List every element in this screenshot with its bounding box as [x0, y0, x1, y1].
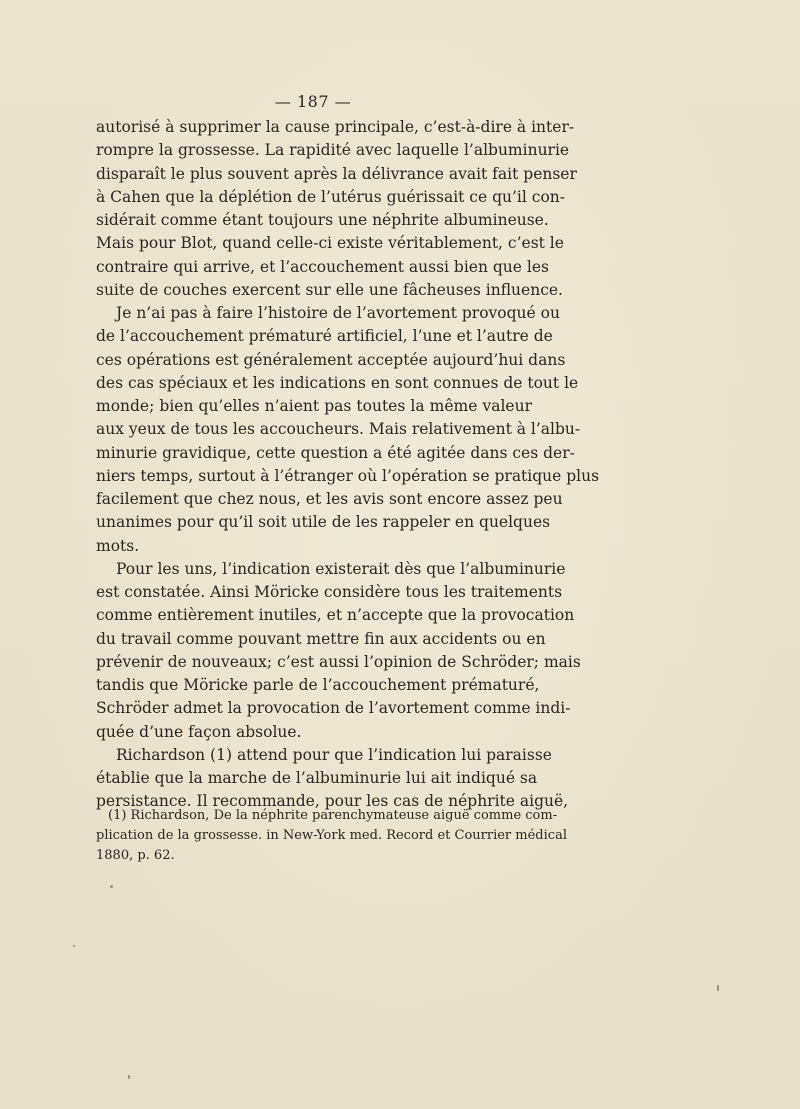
- text-line: établie que la marche de l’albuminurie lui ait indiqué sa: [96, 769, 538, 787]
- paper-speck: [128, 1075, 130, 1079]
- text-line: unanimes pour qu’il soit utile de les rappeler en quelques: [96, 513, 551, 532]
- text-line: sidérait comme étant toujours une néphrite albumineuse.: [96, 211, 549, 229]
- text-line: de l’accouchement prématuré artificiel, l’une et l’autre de: [96, 327, 553, 346]
- text-line: quée d’une façon absolue.: [96, 722, 302, 741]
- text-line: est constatée. Ainsi Möricke considère tous les traitements: [96, 583, 563, 601]
- text-line: Mais pour Blot, quand celle-ci existe véritablement, c’est le: [96, 234, 564, 253]
- footnote: [96, 806, 567, 866]
- text-line: minurie gravidique, cette question a été agitée dans ces der-: [96, 443, 575, 462]
- text-line: niers temps, surtout à l’étranger où l’opération se pratique plus: [96, 466, 600, 485]
- text-line: disparaît le plus souvent après la délivrance avait fait penser: [96, 164, 577, 183]
- text-line: Richardson (1) attend pour que l’indication lui paraisse: [116, 745, 552, 764]
- text-line: mots.: [96, 536, 140, 555]
- text-line: contraire qui arrive, et l’accouchement aussi bien que les: [96, 257, 549, 276]
- page-number: — 187 —: [274, 92, 352, 111]
- text-line: tandis que Möricke parle de l’accouchement prématuré,: [96, 676, 540, 694]
- text-line: persistance. Il recommande, pour les cas de néphrite aiguë,: [96, 792, 569, 811]
- text-line: rompre la grossesse. La rapidité avec laquelle l’albuminurie: [96, 141, 570, 160]
- text-line: suite de couches exercent sur elle une fâcheuses influence.: [96, 280, 563, 299]
- paper-speck: [717, 985, 719, 991]
- text-line: Je n’ai pas à faire l’histoire de l’avortement provoqué ou: [116, 304, 560, 322]
- paper-speck: [110, 885, 113, 888]
- text-line: monde; bien qu’elles n’aient pas toutes la même valeur: [96, 397, 532, 415]
- text-line: facilement que chez nous, et les avis sont encore assez peu: [96, 490, 563, 508]
- footnote-line: plication de la grossesse. in New-York med. Record et Courrier médical: [96, 828, 567, 843]
- text-line: Pour les uns, l’indication existerait dès que l’albuminurie: [116, 559, 566, 578]
- footnote-line: (1) Richardson, De la néphrite parenchymateuse aiguë comme com-: [108, 808, 558, 823]
- body-text: [96, 116, 600, 814]
- text-line: du travail comme pouvant mettre fin aux accidents ou en: [96, 629, 546, 648]
- footnote-line: 1880, p. 62.: [96, 848, 175, 863]
- text-line: aux yeux de tous les accoucheurs. Mais relativement à l’albu-: [96, 420, 581, 439]
- text-line: ces opérations est généralement acceptée aujourd’hui dans: [96, 350, 566, 369]
- text-line: prévenir de nouveaux; c’est aussi l’opinion de Schröder; mais: [96, 652, 581, 671]
- text-line: comme entièrement inutiles, et n’accepte que la provocation: [96, 606, 575, 625]
- text-line: des cas spéciaux et les indications en sont connues de tout le: [96, 373, 579, 392]
- paper-speck: [73, 945, 75, 947]
- text-line: autorisé à supprimer la cause principale, c’est-à-dire à inter-: [96, 118, 575, 136]
- text-line: à Cahen que la déplétion de l’utérus guérissait ce qu’il con-: [96, 187, 565, 206]
- text-line: Schröder admet la provocation de l’avortement comme indi-: [96, 699, 571, 718]
